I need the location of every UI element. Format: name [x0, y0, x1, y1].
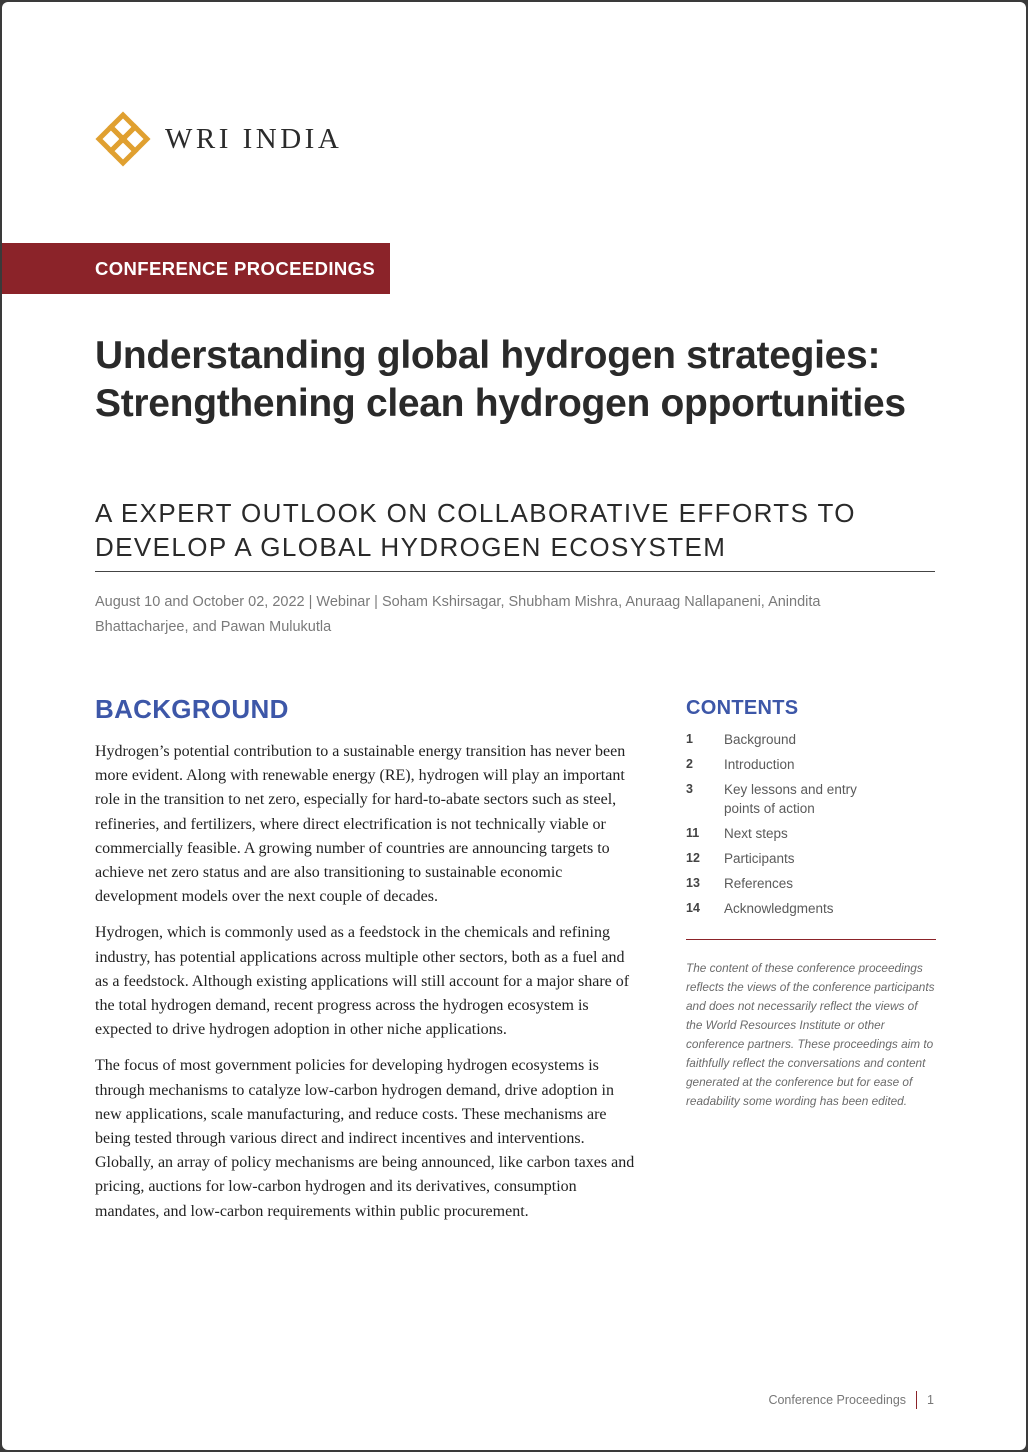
contents-page-number: 3 — [686, 782, 693, 796]
contents-label: Acknowledgments — [724, 901, 834, 916]
title-divider — [95, 571, 935, 572]
contents-heading: CONTENTS — [686, 697, 799, 719]
contents-list — [686, 730, 936, 924]
page-footer — [768, 1391, 934, 1409]
page-number: 1 — [927, 1393, 934, 1407]
contents-page-number: 13 — [686, 876, 700, 890]
contents-item[interactable] — [686, 874, 936, 893]
contents-label: Introduction — [724, 757, 795, 772]
contents-page-number: 11 — [686, 826, 700, 840]
contents-item[interactable] — [686, 849, 936, 868]
body-paragraph: Hydrogen, which is commonly used as a feedstock in the chemicals and refining industry, has potential applications across multiple other sectors, both as a fuel and as a feedstock. Although existing applications will still account for a major share of the total hydrogen demand, recent progress across the hydrogen ecosystem is expected to drive hydrogen adoption in other niche applications. — [95, 924, 630, 1039]
wri-logo-icon — [95, 111, 151, 167]
contents-item[interactable] — [686, 899, 936, 918]
contents-label: References — [724, 876, 794, 891]
contents-divider — [686, 939, 936, 940]
body-paragraph: Hydrogen’s potential contribution to a sustainable energy transition has never been more evident. Along with renewable energy (RE), hydrogen will play an important role in the transition to net zero, especially for hard-to-abate sectors such as steel, refineries, and fertilizers, where direct electrification is not technically viable or commercially feasible. A growing number of countries are announcing targets to achieve net zero status and are also transitioning to sustainable economic development models over the next couple of decades. — [95, 743, 626, 906]
document-type-banner: CONFERENCE PROCEEDINGS — [2, 243, 390, 294]
contents-label: Key lessons and entry points of action — [724, 782, 857, 816]
contents-label: Background — [724, 732, 797, 747]
background-heading: BACKGROUND — [95, 694, 289, 724]
footer-label: Conference Proceedings — [768, 1393, 907, 1407]
document-page — [2, 2, 1026, 1450]
disclaimer-note: The content of these conference proceedings reflects the views of the conference participants and does not necessarily reflect the views of the World Resources Institute or other conference partners. These proceedings aim to faithfully reflect the conversations and content generated at the conference but for ease of readability some wording has been edited. — [686, 961, 935, 1108]
body-paragraph: The focus of most government policies for developing hydrogen ecosystems is through mechanisms to catalyze low-carbon hydrogen demand, drive adoption in new applications, scale manufacturing, and reduce costs. These mechanisms are being tested through various direct and indirect incentives and interventions. Globally, an array of policy mechanisms are being announced, like carbon taxes and pricing, auctions for low-carbon hydrogen and its derivatives, consumption mandates, and low-carbon requirements within public procurement. — [95, 1057, 635, 1220]
event-meta: August 10 and October 02, 2022 | Webinar | Soham Kshirsagar, Shubham Mishra, Anuraag Nallapaneni, Anindita Bhattacharjee, and Pawan Mulukutla — [95, 594, 821, 635]
contents-item[interactable] — [686, 755, 936, 774]
background-body — [95, 740, 640, 1236]
page-subtitle: A EXPERT OUTLOOK ON COLLABORATIVE EFFORTS TO DEVELOP A GLOBAL HYDROGEN ECOSYSTEM — [95, 498, 856, 562]
footer-separator — [916, 1391, 917, 1409]
contents-label: Participants — [724, 851, 795, 866]
logo-text: WRI INDIA — [165, 122, 343, 155]
page-title: Understanding global hydrogen strategies: Strengthening clean hydrogen opportunities — [95, 334, 906, 425]
contents-label: Next steps — [724, 826, 788, 841]
contents-page-number: 2 — [686, 757, 693, 771]
contents-page-number: 1 — [686, 732, 693, 746]
contents-item[interactable] — [686, 824, 936, 843]
wri-india-logo — [95, 110, 342, 168]
contents-page-number: 12 — [686, 851, 700, 865]
contents-page-number: 14 — [686, 901, 700, 915]
contents-item[interactable] — [686, 780, 936, 818]
contents-item[interactable] — [686, 730, 936, 749]
